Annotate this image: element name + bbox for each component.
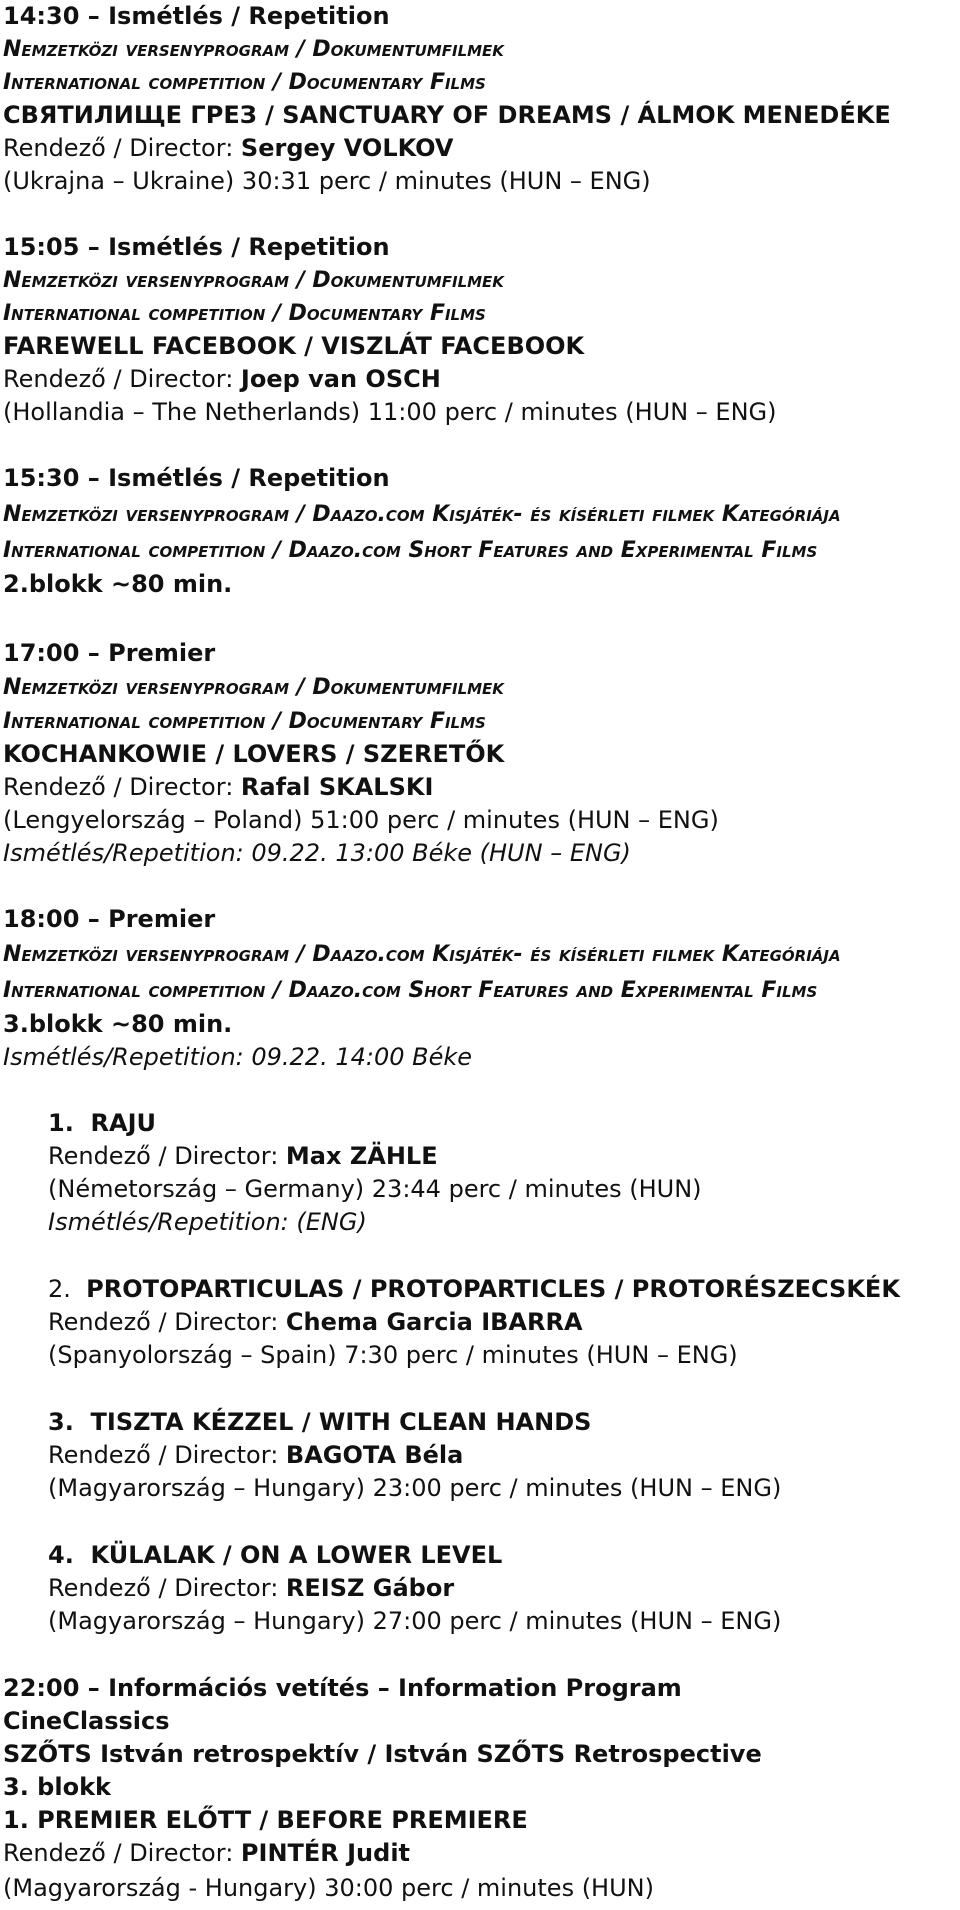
- category-hu: Nemzetközi versenyprogram / Daazo.com Kisjáték- és kísérleti filmek Kategóriája: [3, 502, 841, 527]
- time-heading-1430: [3, 0, 390, 33]
- film-title-line: [48, 1273, 900, 1306]
- category-hu: Nemzetközi versenyprogram / Dokumentumfilmek: [3, 37, 504, 62]
- dash: –: [87, 1674, 100, 1702]
- category-en: International competition / Daazo.com Short Features and Experimental Films: [3, 538, 818, 563]
- screening-type: Ismétlés / Repetition: [108, 464, 390, 492]
- director-name: Sergey VOLKOV: [240, 134, 454, 162]
- film-title: KÜLALAK / ON A LOWER LEVEL: [90, 1541, 503, 1569]
- director-label: Rendező / Director:: [3, 773, 234, 801]
- dash: –: [87, 639, 100, 667]
- category-en: International competition / Documentary Films: [3, 70, 486, 95]
- director-name: Chema Garcia IBARRA: [285, 1308, 583, 1336]
- film-number: 1.: [48, 1109, 74, 1137]
- director-name: Joep van OSCH: [240, 365, 441, 393]
- time: 18:00: [3, 905, 80, 933]
- block-label: 3.blokk ~80 min.: [3, 1010, 233, 1038]
- director-name: Rafal SKALSKI: [240, 773, 434, 801]
- repetition-info: Ismétlés/Repetition: (ENG): [48, 1208, 367, 1236]
- time-heading-2200: [3, 1672, 682, 1705]
- dash: –: [87, 2, 100, 30]
- director-line: [48, 1572, 454, 1605]
- film-title: СВЯТИЛИЩЕ ГРЕЗ / SANCTUARY OF DREAMS / ÁLMOK MENEDÉKE: [3, 101, 891, 129]
- film-number: 3.: [48, 1408, 74, 1436]
- screening-type: Ismétlés / Repetition: [108, 2, 390, 30]
- time: 17:00: [3, 639, 80, 667]
- film-details: (Spanyolország – Spain) 7:30 perc / minutes (HUN – ENG): [48, 1341, 738, 1369]
- director-line: [48, 1306, 583, 1339]
- time-heading-1505: [3, 231, 390, 264]
- repetition-info: Ismétlés/Repetition: 09.22. 14:00 Béke: [3, 1043, 473, 1071]
- director-name: REISZ Gábor: [285, 1574, 455, 1602]
- film-number: 2.: [48, 1275, 71, 1303]
- director-label: Rendező / Director:: [3, 365, 234, 393]
- director-name: BAGOTA Béla: [285, 1441, 464, 1469]
- director-label: Rendező / Director:: [48, 1142, 279, 1170]
- time-heading-1530: [3, 462, 390, 495]
- screening-type: Ismétlés / Repetition: [108, 233, 390, 261]
- film-title: RAJU: [90, 1109, 157, 1137]
- film-number: 4.: [48, 1541, 74, 1569]
- category-en: International competition / Daazo.com Short Features and Experimental Films: [3, 978, 818, 1003]
- dash: –: [87, 233, 100, 261]
- director-name: Max ZÄHLE: [285, 1142, 438, 1170]
- film-title: PROTOPARTICULAS / PROTOPARTICLES / PROTORÉSZECSKÉK: [86, 1275, 900, 1303]
- category-en: International competition / Documentary Films: [3, 709, 486, 734]
- film-details: (Lengyelország – Poland) 51:00 perc / minutes (HUN – ENG): [3, 806, 719, 834]
- time-heading-1700: [3, 637, 215, 670]
- category-en: International competition / Documentary Films: [3, 301, 486, 326]
- director-line: [3, 1837, 410, 1870]
- director-label: Rendező / Director:: [3, 1839, 234, 1867]
- category-hu: Nemzetközi versenyprogram / Dokumentumfilmek: [3, 675, 504, 700]
- time: 22:00: [3, 1674, 80, 1702]
- film-title-line: [48, 1107, 156, 1140]
- film-details: (Hollandia – The Netherlands) 11:00 perc / minutes (HUN – ENG): [3, 398, 777, 426]
- film-title: KOCHANKOWIE / LOVERS / SZERETŐK: [3, 740, 505, 768]
- series-name: CineClassics: [3, 1707, 170, 1735]
- director-line: [3, 132, 453, 165]
- director-label: Rendező / Director:: [48, 1574, 279, 1602]
- director-label: Rendező / Director:: [48, 1441, 279, 1469]
- screening-type: Premier: [108, 905, 216, 933]
- director-line: [3, 363, 441, 396]
- director-label: Rendező / Director:: [3, 134, 234, 162]
- director-label: Rendező / Director:: [48, 1308, 279, 1336]
- block-label: 3. blokk: [3, 1773, 111, 1801]
- retrospective-title: SZŐTS István retrospektív / István SZŐTS Retrospective: [3, 1740, 762, 1768]
- film-details: (Magyarország – Hungary) 23:00 perc / minutes (HUN – ENG): [48, 1474, 782, 1502]
- film-title: TISZTA KÉZZEL / WITH CLEAN HANDS: [90, 1408, 592, 1436]
- film-details: (Magyarország - Hungary) 30:00 perc / minutes (HUN): [3, 1874, 654, 1902]
- time: 15:30: [3, 464, 80, 492]
- film-details: (Ukrajna – Ukraine) 30:31 perc / minutes (HUN – ENG): [3, 167, 651, 195]
- time-heading-1800: [3, 903, 215, 936]
- film-title-line: [48, 1539, 502, 1572]
- film-title-line: [48, 1406, 591, 1439]
- dash: –: [87, 905, 100, 933]
- category-hu: Nemzetközi versenyprogram / Daazo.com Kisjáték- és kísérleti filmek Kategóriája: [3, 942, 841, 967]
- film-details: (Magyarország – Hungary) 27:00 perc / minutes (HUN – ENG): [48, 1607, 782, 1635]
- repetition-info: Ismétlés/Repetition: 09.22. 13:00 Béke (HUN – ENG): [3, 839, 631, 867]
- director-line: [48, 1439, 463, 1472]
- dash: –: [87, 464, 100, 492]
- director-line: [3, 771, 433, 804]
- block-label: 2.blokk ~80 min.: [3, 570, 233, 598]
- film-title: 1. PREMIER ELŐTT / BEFORE PREMIERE: [3, 1806, 528, 1834]
- director-line: [48, 1140, 438, 1173]
- category-hu: Nemzetközi versenyprogram / Dokumentumfilmek: [3, 268, 504, 293]
- screening-type: Információs vetítés – Information Program: [108, 1674, 682, 1702]
- time: 14:30: [3, 2, 80, 30]
- film-details: (Németország – Germany) 23:44 perc / minutes (HUN): [48, 1175, 702, 1203]
- screening-type: Premier: [108, 639, 216, 667]
- director-name: PINTÉR Judit: [240, 1839, 411, 1867]
- film-title: FAREWELL FACEBOOK / VISZLÁT FACEBOOK: [3, 332, 585, 360]
- time: 15:05: [3, 233, 80, 261]
